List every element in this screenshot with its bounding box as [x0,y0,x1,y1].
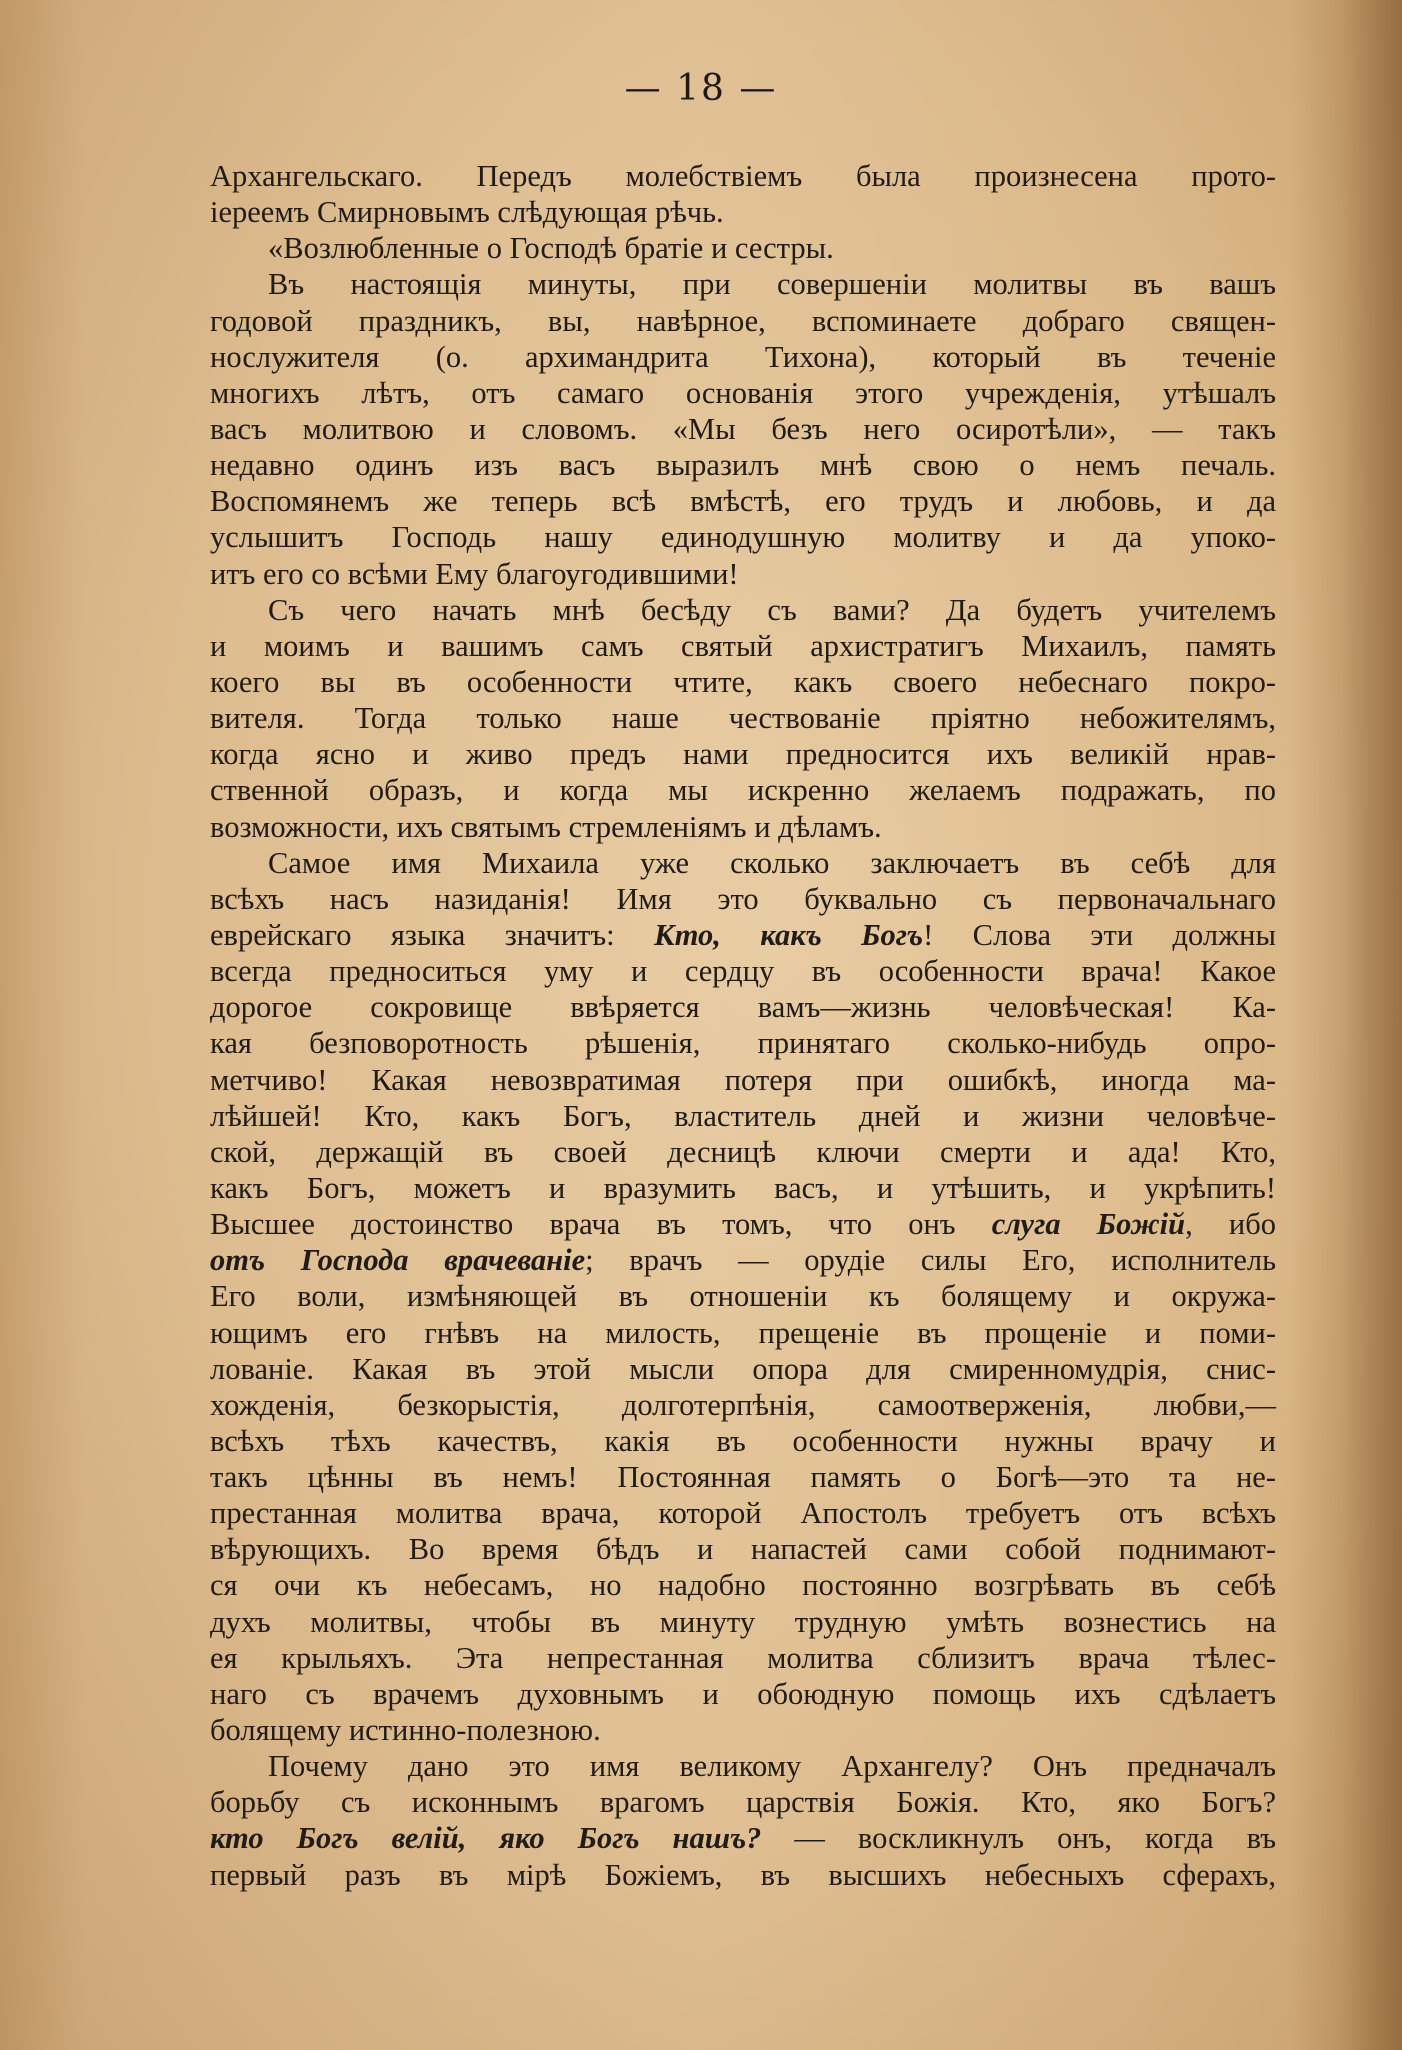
text-line: Его воли, измѣняющей въ отношеніи къ болящему и окружа- [210,1279,1276,1314]
text-line: коего вы въ особенности чтите, какъ своего небеснаго покро- [210,664,1276,699]
text-line: ся очи къ небесамъ, но надобно постоянно возгрѣвать въ себѣ [210,1568,1276,1603]
text-line: такъ цѣнны въ немъ! Постоянная память о Богѣ—это та не- [210,1460,1276,1495]
text-line: васъ молитвою и словомъ. «Мы безъ него осиротѣли», — такъ [210,411,1276,446]
text-line: вѣрующихъ. Во время бѣдъ и напастей сами собой поднимают- [210,1532,1276,1567]
text-line: іереемъ Смирновымъ слѣдующая рѣчь. [210,195,724,230]
text-line: многихъ лѣтъ, отъ самаго основанія этого учрежденія, утѣшалъ [210,375,1276,410]
text-line: и моимъ и вашимъ самъ святый архистратигъ Михаилъ, память [210,628,1276,663]
text-line: услышитъ Господь нашу единодушную молитву и да упоко- [210,520,1276,555]
text-line: метчиво! Какая невозвратимая потеря при ошибкѣ, иногда ма- [210,1062,1276,1097]
text-line: вителя. Тогда только наше чествованіе пріятно небожителямъ, [210,701,1276,736]
text-line: наго съ врачемъ духовнымъ и обоюдную помощь ихъ сдѣлаетъ [210,1676,1276,1711]
text-line: дорогое сокровище ввѣряется вамъ—жизнь человѣческая! Ка- [210,990,1276,1025]
text-line: «Возлюбленные о Господѣ братіе и сестры. [268,231,834,266]
text-line: престанная молитва врача, которой Апостолъ требуетъ отъ всѣхъ [210,1496,1276,1531]
text-line: лѣйшей! Кто, какъ Богъ, властитель дней и жизни человѣче- [210,1098,1276,1133]
text-line: Высшее достоинство врача въ томъ, что онъ слуга Божій, ибо [210,1207,1276,1242]
text-line: первый разъ въ мірѣ Божіемъ, въ высшихъ небесныхъ сферахъ, [210,1857,1276,1892]
text-line: годовой праздникъ, вы, навѣрное, вспоминаете добраго священ- [210,303,1276,338]
text-line: недавно одинъ изъ васъ выразилъ мнѣ свою о немъ печаль. [210,448,1276,483]
text-line: всѣхъ насъ назиданія! Имя это буквально съ первоначальнаго [210,881,1276,916]
text-line: духъ молитвы, чтобы въ минуту трудную умѣть вознестись на [210,1604,1276,1639]
page-body-text [210,158,1276,1893]
text-line: Воспомянемъ же теперь всѣ вмѣстѣ, его трудъ и любовь, и да [210,484,1276,519]
text-line: всѣхъ тѣхъ качествъ, какія въ особенности нужны врачу и [210,1423,1276,1458]
text-line: Съ чего начать мнѣ бесѣду съ вами? Да будетъ учителемъ [268,592,1276,627]
text-line: ея крыльяхъ. Эта непрестанная молитва сблизитъ врача тѣлес- [210,1640,1276,1675]
text-line: лованіе. Какая въ этой мысли опора для смиренномудрія, снис- [210,1351,1276,1386]
text-line: нослужителя (о. архимандрита Тихона), который въ теченіе [210,339,1276,374]
text-line: Почему дано это имя великому Архангелу? Онъ предначалъ [268,1749,1276,1784]
text-line: Въ настоящія минуты, при совершеніи молитвы въ вашъ [268,267,1276,302]
page-number-header: — 18 — [624,68,778,109]
text-line: болящему истинно-полезною. [210,1713,601,1748]
text-line: ственной образъ, и когда мы искренно желаемъ подражать, по [210,773,1276,808]
text-line: Самое имя Михаила уже сколько заключаетъ въ себѣ для [268,845,1276,880]
text-line: кто Богъ велій, яко Богъ нашъ? — воскликнулъ онъ, когда въ [210,1821,1277,1856]
text-line: всегда предноситься уму и сердцу въ особенности врача! Какое [210,954,1276,989]
text-line: ской, держащій въ своей десницѣ ключи смерти и ада! Кто, [210,1134,1276,1169]
text-line: отъ Господа врачеваніе; врачъ — орудіе силы Его, исполнитель [210,1243,1277,1278]
text-line: итъ его со всѣми Ему благоугодившими! [210,556,739,591]
text-line: возможности, ихъ святымъ стремленіямъ и дѣламъ. [210,809,882,844]
text-line: кая безповоротность рѣшенія, принятаго сколько-нибудь опро- [210,1026,1276,1061]
text-line: какъ Богъ, можетъ и вразумить васъ, и утѣшить, и укрѣпить! [210,1170,1276,1205]
text-line: борьбу съ исконнымъ врагомъ царствія Божія. Кто, яко Богъ? [210,1785,1276,1820]
text-line: когда ясно и живо предъ нами предносится ихъ великій нрав- [210,737,1276,772]
text-line: еврейскаго языка значитъ: Кто, какъ Богъ! Слова эти должны [210,917,1277,952]
text-line: хожденія, безкорыстія, долготерпѣнія, самоотверженія, любви,— [210,1387,1276,1422]
text-line: ющимъ его гнѣвъ на милость, прещеніе въ прощеніе и поми- [210,1315,1276,1350]
text-line: Архангельскаго. Передъ молебствіемъ была произнесена прото- [210,159,1276,193]
